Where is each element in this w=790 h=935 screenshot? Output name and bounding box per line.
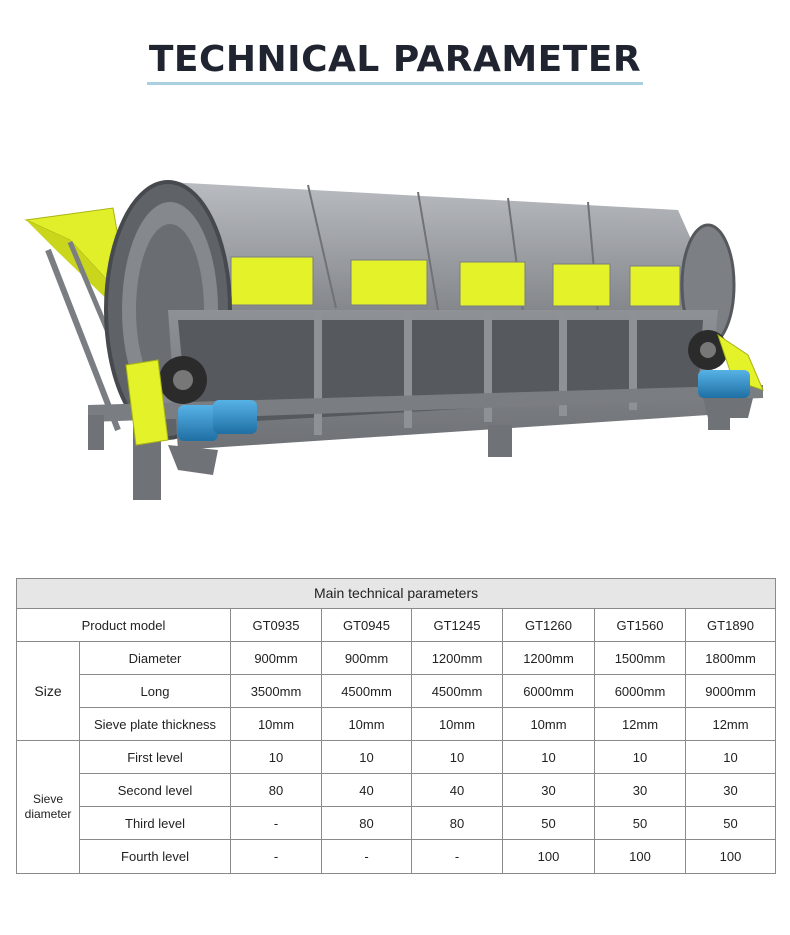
table-cell: 9000mm (686, 675, 776, 708)
table-cell: 10mm (503, 708, 595, 741)
table-cell: 1200mm (412, 642, 503, 675)
size-group-label: Size (17, 642, 80, 741)
model-cell: GT1890 (686, 609, 776, 642)
table-cell: 900mm (231, 642, 322, 675)
table-row (17, 642, 776, 675)
sieve-group-line1: Sieve (32, 792, 64, 806)
table-cell: 10mm (412, 708, 503, 741)
table-row (17, 609, 776, 642)
table-cell: 10 (231, 741, 322, 774)
row-label: Second level (80, 774, 231, 807)
page-title: TECHNICAL PARAMETER (147, 40, 643, 85)
table-cell: 100 (686, 840, 776, 874)
table-cell: 100 (503, 840, 595, 874)
model-cell: GT0945 (322, 609, 412, 642)
model-label: Product model (17, 609, 231, 642)
technical-parameters-table (16, 578, 776, 874)
table-cell: 1200mm (503, 642, 595, 675)
table-caption: Main technical parameters (17, 579, 776, 609)
table-row (17, 774, 776, 807)
row-label: First level (80, 741, 231, 774)
table-cell: 30 (686, 774, 776, 807)
table-cell: 6000mm (595, 675, 686, 708)
table-cell: 4500mm (322, 675, 412, 708)
table-cell: 900mm (322, 642, 412, 675)
model-cell: GT0935 (231, 609, 322, 642)
table-cell: - (322, 840, 412, 874)
table-cell: 40 (322, 774, 412, 807)
table-cell: 3500mm (231, 675, 322, 708)
table-row (17, 675, 776, 708)
table-cell: 50 (503, 807, 595, 840)
title-wrap (0, 40, 790, 85)
table-cell: 10 (686, 741, 776, 774)
table-row (17, 741, 776, 774)
table-cell: 12mm (686, 708, 776, 741)
table-cell: 10mm (322, 708, 412, 741)
table-row (17, 840, 776, 874)
row-label: Fourth level (80, 840, 231, 874)
table-cell: 30 (595, 774, 686, 807)
row-label: Long (80, 675, 231, 708)
sieve-group-line2: diameter (24, 807, 72, 821)
table-cell: 6000mm (503, 675, 595, 708)
table-cell: 50 (686, 807, 776, 840)
table-cell: 80 (412, 807, 503, 840)
table-row (17, 807, 776, 840)
table-cell: 1500mm (595, 642, 686, 675)
row-label: Diameter (80, 642, 231, 675)
table-cell: - (231, 840, 322, 874)
table-cell: 12mm (595, 708, 686, 741)
table-cell: 10 (595, 741, 686, 774)
table-cell: 1800mm (686, 642, 776, 675)
table-cell: - (231, 807, 322, 840)
table-cell: 10 (322, 741, 412, 774)
table-cell: 80 (322, 807, 412, 840)
table-cell: 80 (231, 774, 322, 807)
trommel-screen-machine-image (18, 160, 778, 520)
table-cell: 100 (595, 840, 686, 874)
table-caption-row (17, 579, 776, 609)
table-row (17, 708, 776, 741)
sieve-group-label (17, 741, 80, 874)
model-cell: GT1260 (503, 609, 595, 642)
model-cell: GT1560 (595, 609, 686, 642)
table-cell: 40 (412, 774, 503, 807)
table-cell: 4500mm (412, 675, 503, 708)
row-label: Third level (80, 807, 231, 840)
row-label: Sieve plate thickness (80, 708, 231, 741)
table-cell: 10 (412, 741, 503, 774)
table-cell: 10mm (231, 708, 322, 741)
table-cell: 30 (503, 774, 595, 807)
table-cell: - (412, 840, 503, 874)
table-cell: 10 (503, 741, 595, 774)
table-cell: 50 (595, 807, 686, 840)
model-cell: GT1245 (412, 609, 503, 642)
